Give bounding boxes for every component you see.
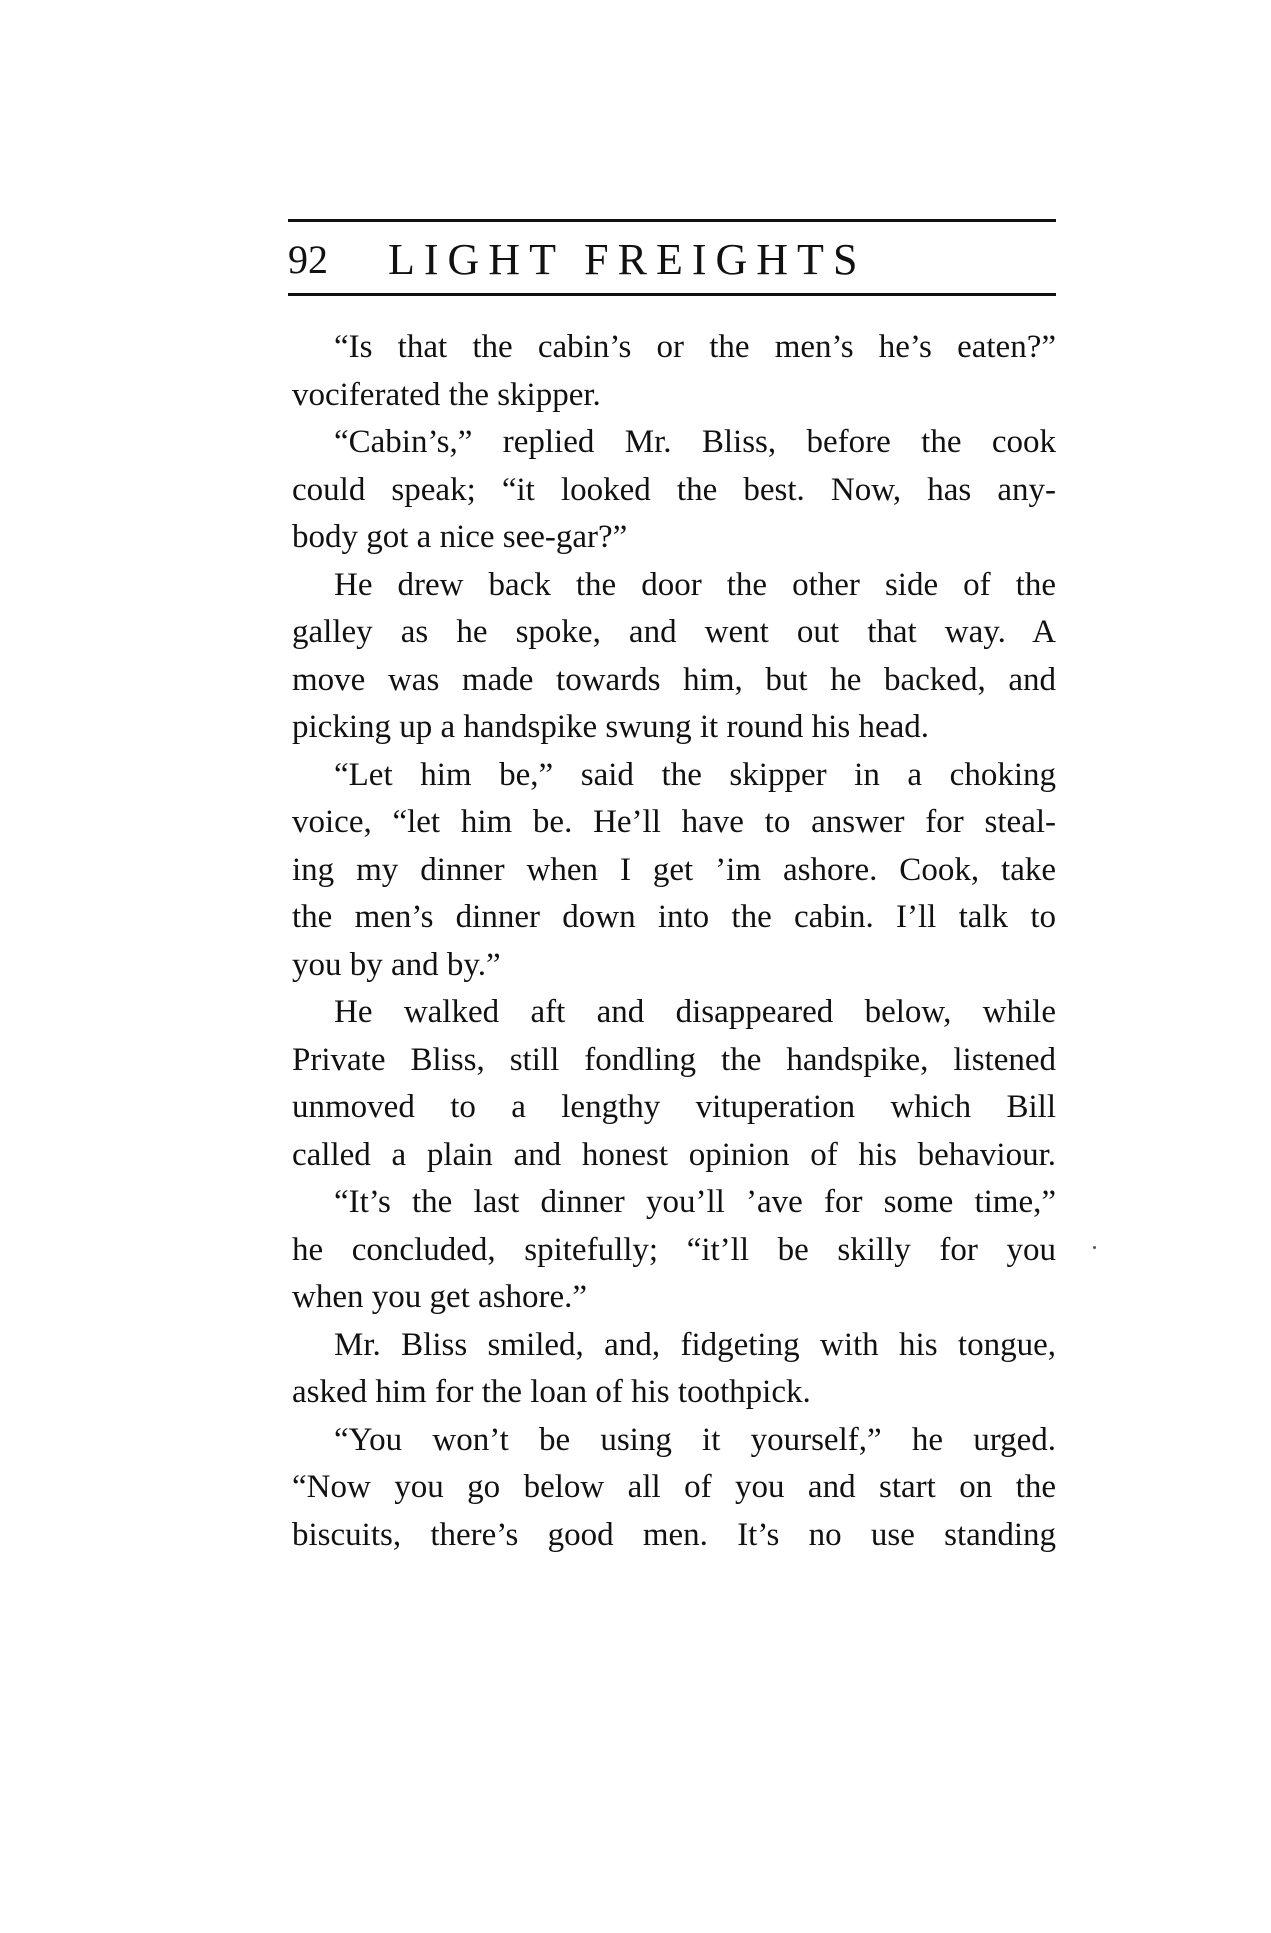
header-rule-top [288, 219, 1056, 222]
text-line: galley as he spoke, and went out that way. A [292, 614, 1056, 650]
header-rule-bottom [288, 293, 1056, 296]
text-line: unmoved to a lengthy vituperation which Bill [292, 1089, 1056, 1125]
text-line: He walked aft and disappeared below, while [334, 994, 1056, 1030]
text-line: asked him for the loan of his toothpick. [292, 1374, 811, 1410]
text-line: the men’s dinner down into the cabin. I’ll talk to [292, 899, 1056, 935]
text-line: Private Bliss, still fondling the handspike, listened [292, 1041, 1056, 1078]
text-line: called a plain and honest opinion of his behaviour. [292, 1136, 1056, 1173]
text-line: move was made towards him, but he backed, and [292, 661, 1056, 698]
text-line: vociferated the skipper. [292, 376, 601, 413]
text-line: you by and by.” [292, 946, 501, 983]
text-line: He drew back the door the other side of the [334, 566, 1056, 603]
body-text [292, 324, 1056, 1559]
running-title: LIGHT FREIGHTS [388, 235, 867, 284]
page-number: 92 [288, 237, 328, 282]
text-line: body got a nice see-gar?” [292, 519, 628, 555]
text-line: “Cabin’s,” replied Mr. Bliss, before the cook [334, 424, 1056, 460]
text-line: biscuits, there’s good men. It’s no use standing [292, 1516, 1056, 1553]
text-line: “Is that the cabin’s or the men’s he’s eaten?” [334, 329, 1056, 365]
text-line: Mr. Bliss smiled, and, fidgeting with his tongue, [334, 1326, 1056, 1363]
scan-speck [1093, 1246, 1096, 1249]
text-line: when you get ashore.” [292, 1279, 588, 1315]
text-line: could speak; “it looked the best. Now, has any- [292, 471, 1056, 508]
text-line: “Let him be,” said the skipper in a choking [334, 756, 1056, 793]
text-line: “Now you go below all of you and start on the [292, 1469, 1056, 1505]
text-line: ing my dinner when I get ’im ashore. Cook, take [292, 851, 1056, 888]
page-header [288, 230, 1056, 290]
text-line: voice, “let him be. He’ll have to answer for steal- [292, 804, 1056, 840]
text-line: picking up a handspike swung it round his head. [292, 709, 929, 745]
text-line: he concluded, spitefully; “it’ll be skilly for you [292, 1231, 1056, 1268]
text-line: “You won’t be using it yourself,” he urged. [334, 1421, 1056, 1458]
text-line: “It’s the last dinner you’ll ’ave for some time,” [334, 1184, 1056, 1220]
